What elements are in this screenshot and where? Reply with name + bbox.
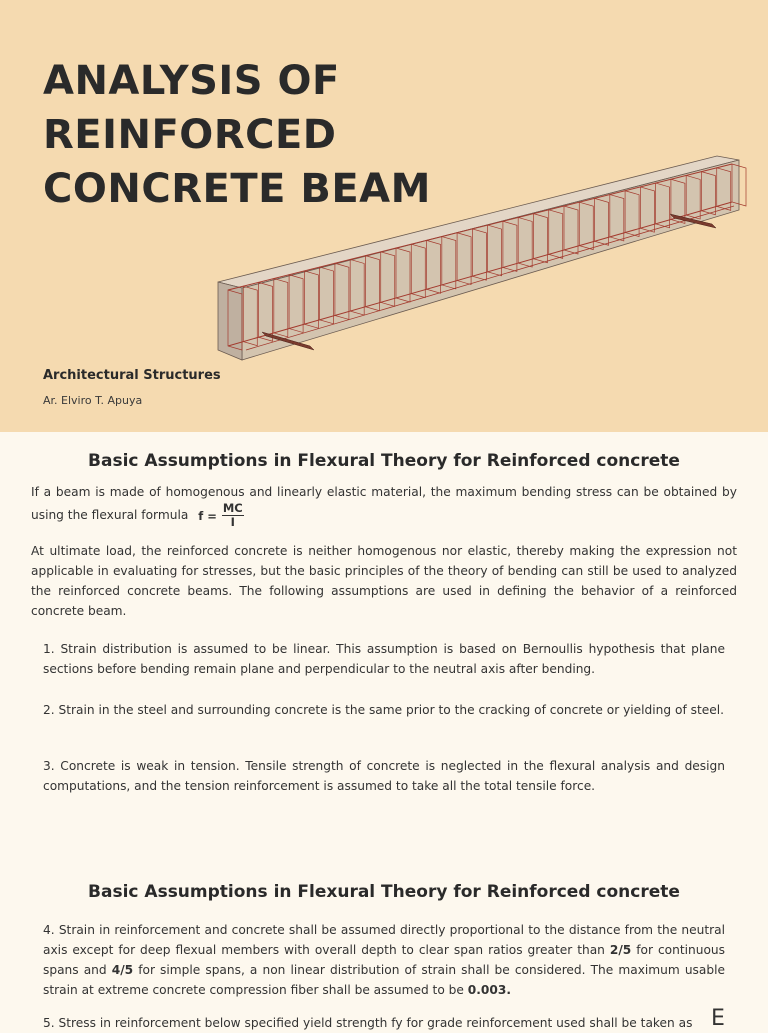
assumption-2: 2. Strain in the steel and surrounding concrete is the same prior to the cracking of concrete or yielding of steel. (43, 703, 725, 717)
flexural-formula (198, 502, 244, 529)
section-heading-1: Basic Assumptions in Flexural Theory for Reinforced concrete (88, 451, 680, 471)
assumption-1: 1. Strain distribution is assumed to be linear. This assumption is based on Bernoullis hypothesis that plane sections before bending remain plane and perpendicular to the neutral axis after bending. (43, 642, 725, 676)
max-usable-strain: 0.003. (467, 983, 511, 997)
assumption-4-part3: for simple spans, a non linear distribution of strain shall be considered. The maximum usable strain at extreme concrete compression fiber shall be assumed to be (43, 963, 725, 997)
beam-end-face (218, 282, 242, 360)
section-heading-2: Basic Assumptions in Flexural Theory for Reinforced concrete (88, 882, 680, 902)
author-name: Ar. Elviro T. Apuya (43, 394, 143, 407)
ratio-simple: 4/5 (111, 963, 134, 977)
intro-text: If a beam is made of homogenous and linearly elastic material, the maximum bending stress can be obtained by using the flexural formula (31, 485, 737, 522)
ratio-continuous: 2/5 (609, 943, 632, 957)
course-subject: Architectural Structures (43, 368, 221, 383)
title-line-2: REINFORCED (43, 112, 337, 158)
assumption-5-partial: 5. Stress in reinforcement below specified yield strength fy for grade reinforcement used shall be taken as (43, 1016, 693, 1030)
assumption-4-part2: for continuous spans and (43, 943, 726, 977)
ultimate-load-paragraph: At ultimate load, the reinforced concrete is neither homogenous nor elastic, thereby making the expression not applicable in evaluating for stresses, but the basic principles of the theory of bending can still be used to analyzed the reinforced concrete beams. The following assumptions are used in defining the behavior of a reinforced concrete beam. (31, 544, 737, 618)
formula-fraction (222, 502, 244, 529)
assumption-4 (43, 920, 725, 1000)
formula-denominator: I (230, 515, 235, 529)
formula-numerator: MC (222, 501, 243, 515)
title-line-3: CONCRETE BEAM (43, 166, 431, 212)
modulus-symbol: E (711, 1006, 725, 1031)
beam-illustration (212, 150, 747, 365)
title-line-1: ANALYSIS OF (43, 58, 340, 104)
formula-lhs: f = (198, 508, 217, 523)
assumption-4-part1: 4. Strain in reinforcement and concrete shall be assumed directly proportional to the distance from the neutral axis except for deep flexual members with overall depth to clear span ratios greater than (43, 923, 725, 957)
assumption-3: 3. Concrete is weak in tension. Tensile strength of concrete is neglected in the flexural analysis and design computations, and the tension reinforcement is assumed to take all the total tensile force. (43, 759, 725, 793)
intro-paragraph (31, 482, 737, 529)
